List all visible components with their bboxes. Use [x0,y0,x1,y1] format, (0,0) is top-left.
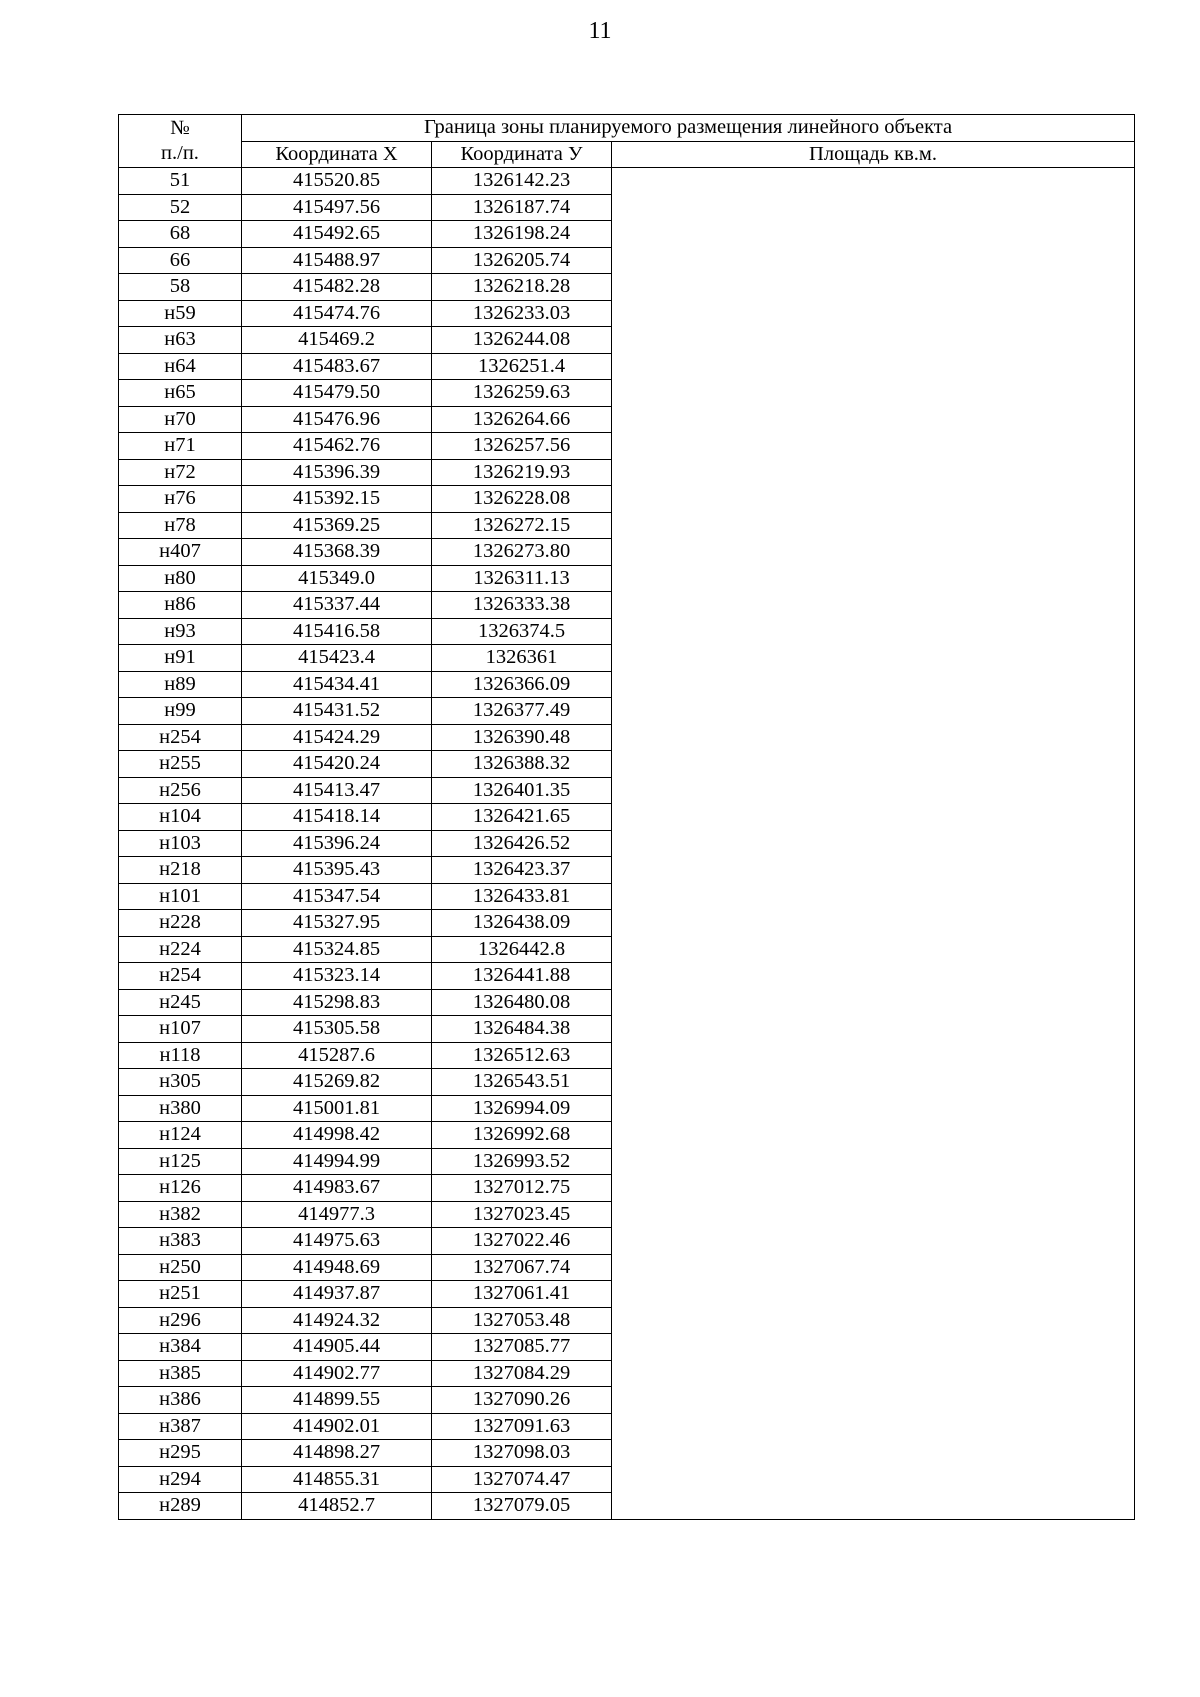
point-number-cell: н107 [119,1016,242,1043]
coord-x-cell: 415324.85 [242,936,432,963]
coord-y-cell: 1326484.38 [432,1016,612,1043]
point-number-cell: н125 [119,1148,242,1175]
coord-x-cell: 414852.7 [242,1493,432,1520]
coord-y-cell: 1326441.88 [432,963,612,990]
point-number-cell: н86 [119,592,242,619]
table-row [119,168,1135,195]
coord-y-cell: 1326426.52 [432,830,612,857]
coord-x-cell: 414975.63 [242,1228,432,1255]
coord-x-cell: 415395.43 [242,857,432,884]
coord-y-cell: 1326264.66 [432,406,612,433]
coord-x-cell: 415369.25 [242,512,432,539]
coord-y-cell: 1326438.09 [432,910,612,937]
coord-x-cell: 415396.39 [242,459,432,486]
point-number-cell: н382 [119,1201,242,1228]
coord-y-cell: 1326233.03 [432,300,612,327]
coord-y-cell: 1326259.63 [432,380,612,407]
coord-y-cell: 1326390.48 [432,724,612,751]
point-number-cell: н256 [119,777,242,804]
coord-y-cell: 1327022.46 [432,1228,612,1255]
point-number-cell: н245 [119,989,242,1016]
point-number-cell: н228 [119,910,242,937]
coord-x-cell: 414998.42 [242,1122,432,1149]
coord-y-cell: 1327090.26 [432,1387,612,1414]
point-number-cell: н78 [119,512,242,539]
point-number-cell: н254 [119,963,242,990]
point-number-cell: н255 [119,751,242,778]
coord-y-cell: 1327053.48 [432,1307,612,1334]
coord-x-cell: 415396.24 [242,830,432,857]
coord-y-cell: 1326421.65 [432,804,612,831]
point-number-cell: н385 [119,1360,242,1387]
point-number-cell: н250 [119,1254,242,1281]
coord-y-cell: 1326480.08 [432,989,612,1016]
coord-x-cell: 415520.85 [242,168,432,195]
coord-x-cell: 414977.3 [242,1201,432,1228]
coord-x-cell: 415462.76 [242,433,432,460]
point-number-cell: н70 [119,406,242,433]
table-header [119,115,1135,168]
coord-y-cell: 1327012.75 [432,1175,612,1202]
point-number-cell: н289 [119,1493,242,1520]
coord-y-cell: 1326272.15 [432,512,612,539]
coord-y-cell: 1326992.68 [432,1122,612,1149]
point-number-cell: н407 [119,539,242,566]
point-number-cell: н218 [119,857,242,884]
coord-x-cell: 415476.96 [242,406,432,433]
coord-y-cell: 1327084.29 [432,1360,612,1387]
coord-x-cell: 415347.54 [242,883,432,910]
coord-x-cell: 415298.83 [242,989,432,1016]
point-number-cell: н386 [119,1387,242,1414]
coord-y-cell: 1326218.28 [432,274,612,301]
coord-x-cell: 414898.27 [242,1440,432,1467]
coord-x-cell: 415349.0 [242,565,432,592]
coord-x-cell: 414902.01 [242,1413,432,1440]
coord-y-cell: 1326423.37 [432,857,612,884]
coord-y-cell: 1326994.09 [432,1095,612,1122]
coord-x-cell: 414855.31 [242,1466,432,1493]
point-number-cell: н91 [119,645,242,672]
coord-y-cell: 1326205.74 [432,247,612,274]
point-number-cell: н64 [119,353,242,380]
point-number-cell: н254 [119,724,242,751]
coord-x-cell: 415488.97 [242,247,432,274]
point-number-cell: 58 [119,274,242,301]
coord-y-cell: 1326377.49 [432,698,612,725]
coord-y-cell: 1327098.03 [432,1440,612,1467]
point-number-cell: н124 [119,1122,242,1149]
point-number-cell: н101 [119,883,242,910]
coord-x-cell: 415327.95 [242,910,432,937]
coord-y-cell: 1326366.09 [432,671,612,698]
coord-x-cell: 415483.67 [242,353,432,380]
coord-x-cell: 415416.58 [242,618,432,645]
coord-x-cell: 415337.44 [242,592,432,619]
coord-y-cell: 1326442.8 [432,936,612,963]
point-number-cell: н387 [119,1413,242,1440]
coord-y-cell: 1327023.45 [432,1201,612,1228]
point-number-cell: н383 [119,1228,242,1255]
coord-x-cell: 414924.32 [242,1307,432,1334]
point-number-cell: н76 [119,486,242,513]
header-coord-y: Координата У [432,141,612,168]
point-number-cell: н99 [119,698,242,725]
page-number: 11 [588,18,612,44]
coord-y-cell: 1326228.08 [432,486,612,513]
point-number-cell: н296 [119,1307,242,1334]
point-number-cell: н380 [119,1095,242,1122]
coord-x-cell: 415420.24 [242,751,432,778]
point-number-cell: н305 [119,1069,242,1096]
coord-y-cell: 1326512.63 [432,1042,612,1069]
point-number-cell: н63 [119,327,242,354]
point-number-cell: н224 [119,936,242,963]
point-number-cell: н118 [119,1042,242,1069]
point-number-cell: н65 [119,380,242,407]
point-number-cell: н251 [119,1281,242,1308]
coord-x-cell: 415001.81 [242,1095,432,1122]
coord-y-cell: 1326374.5 [432,618,612,645]
coord-y-cell: 1327079.05 [432,1493,612,1520]
point-number-cell: 66 [119,247,242,274]
coord-x-cell: 415392.15 [242,486,432,513]
coord-x-cell: 415424.29 [242,724,432,751]
coord-y-cell: 1326257.56 [432,433,612,460]
coord-x-cell: 415368.39 [242,539,432,566]
point-number-cell: н384 [119,1334,242,1361]
point-number-cell: н71 [119,433,242,460]
coord-y-cell: 1326993.52 [432,1148,612,1175]
coord-y-cell: 1326244.08 [432,327,612,354]
coord-y-cell: 1327061.41 [432,1281,612,1308]
coord-x-cell: 415482.28 [242,274,432,301]
coord-y-cell: 1326251.4 [432,353,612,380]
coord-x-cell: 415434.41 [242,671,432,698]
header-number [119,115,242,168]
coord-y-cell: 1326333.38 [432,592,612,619]
coord-y-cell: 1326198.24 [432,221,612,248]
point-number-cell: н126 [119,1175,242,1202]
coord-x-cell: 414983.67 [242,1175,432,1202]
coord-y-cell: 1326142.23 [432,168,612,195]
coord-x-cell: 415492.65 [242,221,432,248]
area-cell [612,168,1135,1520]
point-number-cell: н89 [119,671,242,698]
header-number-abbr: п./п. [161,142,199,164]
coord-y-cell: 1326543.51 [432,1069,612,1096]
point-number-cell: 68 [119,221,242,248]
coord-y-cell: 1326401.35 [432,777,612,804]
coord-x-cell: 415479.50 [242,380,432,407]
coord-y-cell: 1327091.63 [432,1413,612,1440]
coord-y-cell: 1326187.74 [432,194,612,221]
coord-y-cell: 1326273.80 [432,539,612,566]
table-body [119,168,1135,1520]
coord-x-cell: 415431.52 [242,698,432,725]
coord-y-cell: 1326361 [432,645,612,672]
header-area: Площадь кв.м. [612,141,1135,168]
point-number-cell: н294 [119,1466,242,1493]
coord-x-cell: 414994.99 [242,1148,432,1175]
coord-x-cell: 414937.87 [242,1281,432,1308]
coord-x-cell: 415469.2 [242,327,432,354]
coord-x-cell: 415413.47 [242,777,432,804]
coord-y-cell: 1326311.13 [432,565,612,592]
coord-x-cell: 414899.55 [242,1387,432,1414]
coord-x-cell: 415305.58 [242,1016,432,1043]
coordinates-table [118,114,1135,1520]
point-number-cell: 52 [119,194,242,221]
coord-x-cell: 415423.4 [242,645,432,672]
coord-x-cell: 415269.82 [242,1069,432,1096]
coord-x-cell: 415287.6 [242,1042,432,1069]
point-number-cell: н80 [119,565,242,592]
point-number-cell: н103 [119,830,242,857]
coord-y-cell: 1326433.81 [432,883,612,910]
coord-y-cell: 1327067.74 [432,1254,612,1281]
coord-x-cell: 415418.14 [242,804,432,831]
header-zone-boundary: Граница зоны планируемого размещения линейного объекта [242,115,1135,142]
coord-y-cell: 1327085.77 [432,1334,612,1361]
header-number-sign: № [170,116,190,139]
header-coord-x: Координата Х [242,141,432,168]
point-number-cell: 51 [119,168,242,195]
coord-y-cell: 1326219.93 [432,459,612,486]
point-number-cell: н295 [119,1440,242,1467]
point-number-cell: н72 [119,459,242,486]
point-number-cell: н104 [119,804,242,831]
coord-x-cell: 415497.56 [242,194,432,221]
coord-x-cell: 415474.76 [242,300,432,327]
coord-x-cell: 414902.77 [242,1360,432,1387]
coord-x-cell: 415323.14 [242,963,432,990]
coord-y-cell: 1326388.32 [432,751,612,778]
coord-x-cell: 414948.69 [242,1254,432,1281]
coord-x-cell: 414905.44 [242,1334,432,1361]
coord-y-cell: 1327074.47 [432,1466,612,1493]
point-number-cell: н93 [119,618,242,645]
point-number-cell: н59 [119,300,242,327]
